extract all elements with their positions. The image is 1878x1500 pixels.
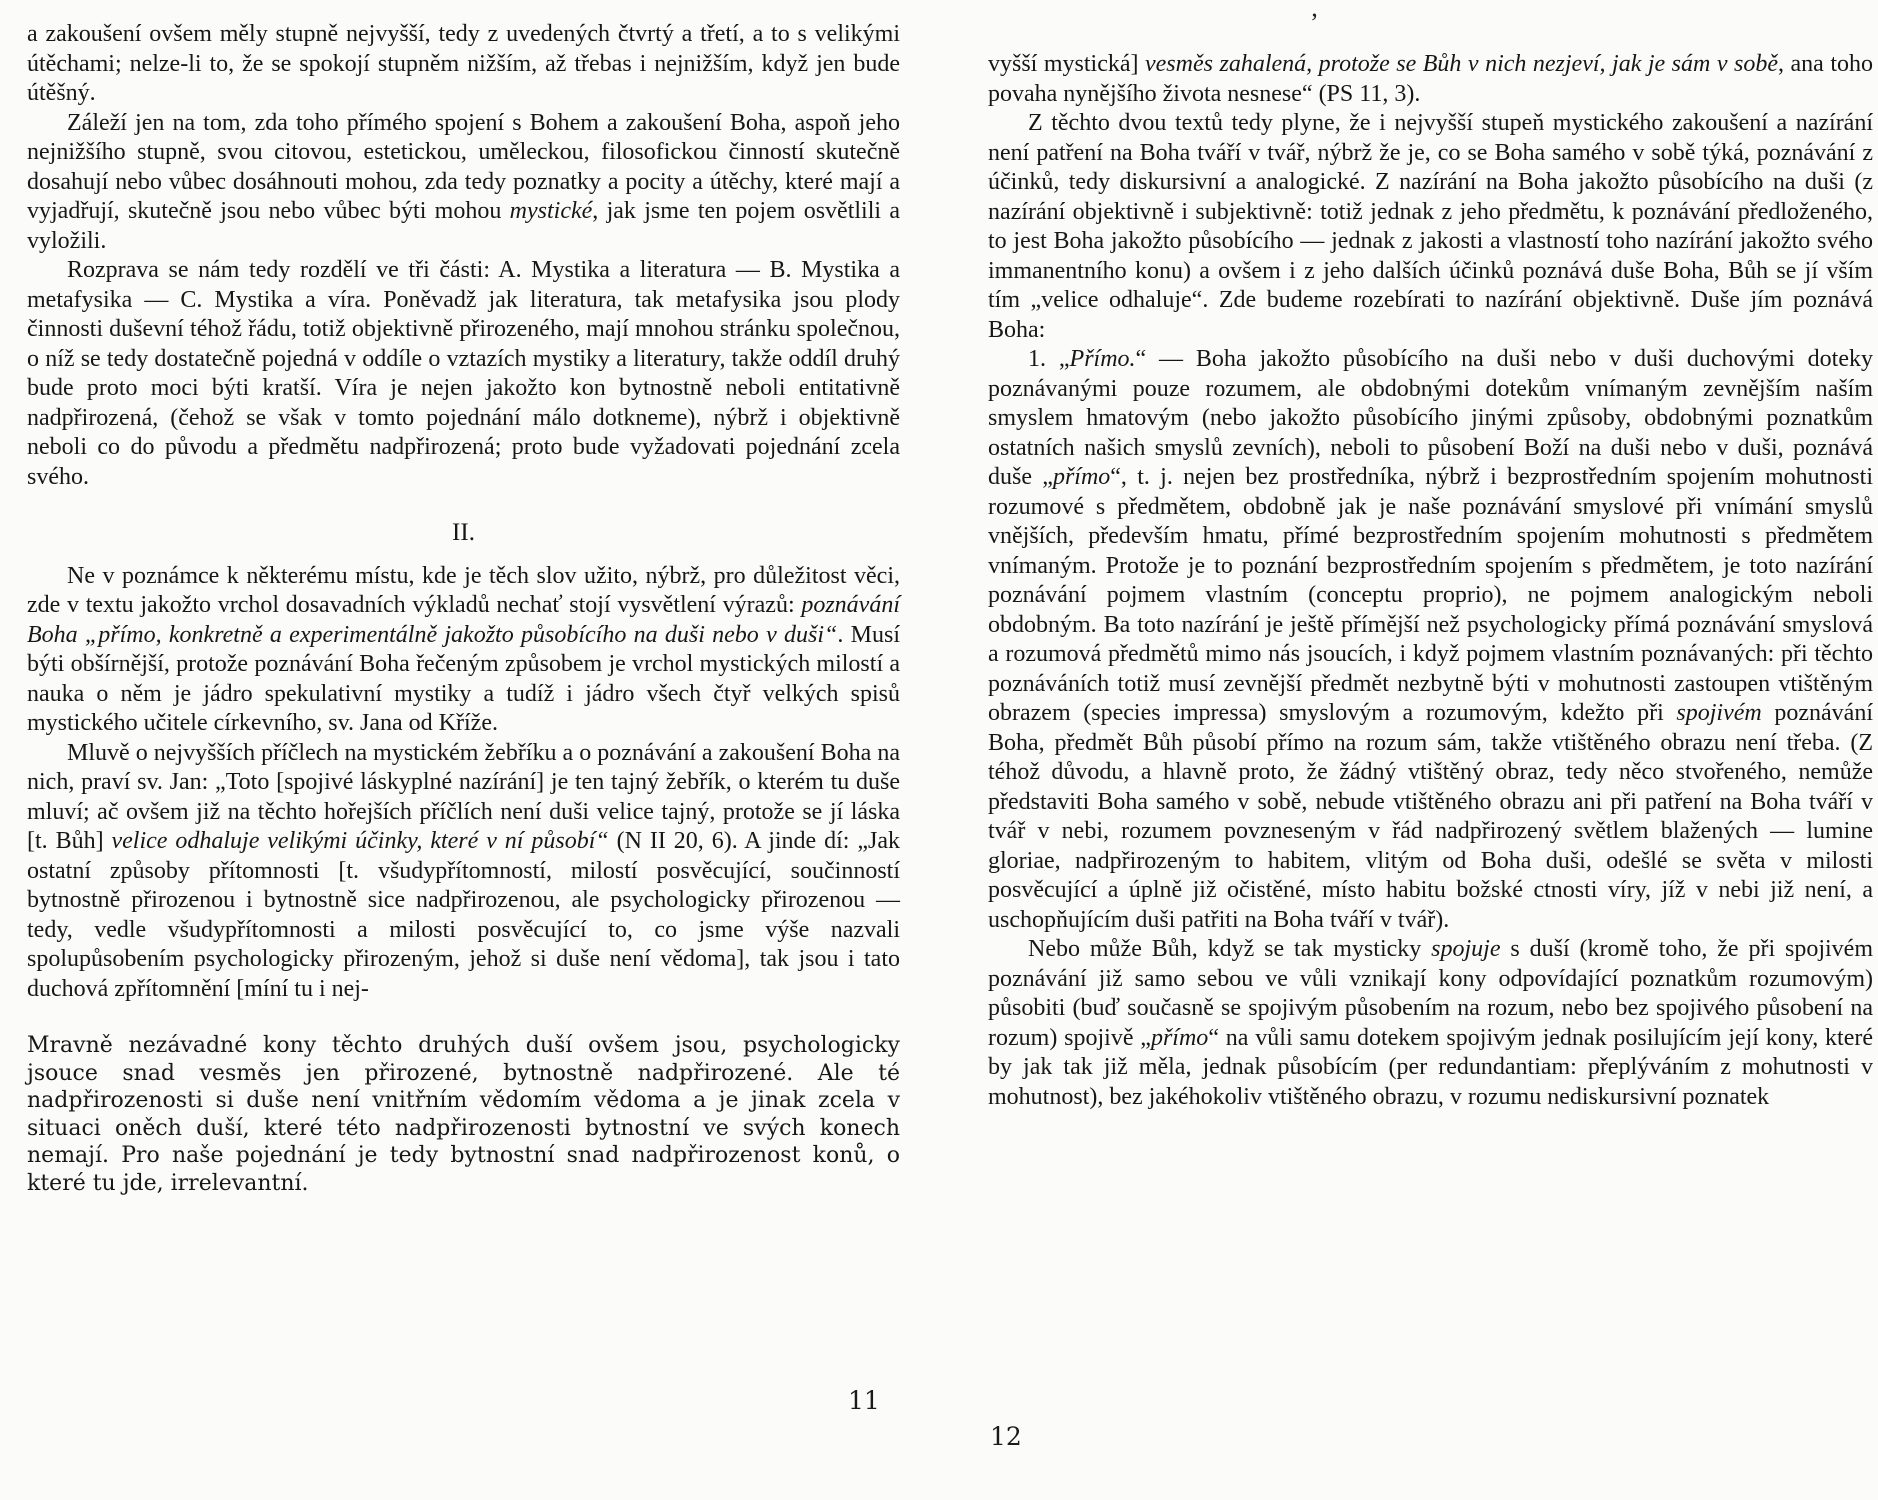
italic-text-segment: poznávání Boha „přímo, konkretně a experimentálně jakožto působícího na duši nebo v duši“ xyxy=(27,592,900,648)
italic-text-segment: velice odhaluje velikými účinky, které v ní působí“ xyxy=(111,828,609,854)
body-paragraph xyxy=(988,345,1873,935)
body-paragraph xyxy=(988,50,1873,109)
text-segment: Ne v poznámce k některému místu, kde je těch slov užito, nýbrž, pro důležitost věci, zde v textu jakožto vrchol dosavadních výkladů nechať stojí vysvětlení výrazů: xyxy=(27,562,900,618)
body-paragraph xyxy=(27,562,900,739)
text-segment: Záleží jen na tom, zda toho přímého spojení s Bohem a zakoušení Boha, aspoň jeho nejnižšího stupně, svou citovou, estetickou, uměleckou, filosofickou činností skutečně dosahují nebo vůbec dosáhnouti mohou, zda tedy poznatky a pocity a útěchy, které mají a vyjadřují, skutečně jsou nebo vůbec býti mohou xyxy=(27,109,900,224)
text-segment: . Musí býti obšírnější, protože poznávání Boha řečeným způsobem je vrchol mystických milostí a nauka o něm je jádro spekulativní mystiky a tudíž i jádro všech čtyř velkých spisů mystického učitele církevního, sv. Jana od Kříže. xyxy=(27,621,900,736)
scan-artifact-mark: ’ xyxy=(1310,8,1319,37)
italic-text-segment: spojuje xyxy=(1431,936,1501,962)
body-paragraph xyxy=(988,109,1873,345)
italic-text-segment: mystické xyxy=(509,198,593,224)
text-segment: , ana toho povaha nynějšího života nesnese“ (PS 11, 3). xyxy=(988,51,1873,107)
body-paragraph xyxy=(988,935,1873,1112)
text-segment: Nebo může Bůh, když se tak mysticky xyxy=(1028,936,1432,962)
italic-text-segment: spojivém xyxy=(1676,700,1762,726)
text-segment: vyšší mystická] xyxy=(988,51,1145,77)
book-page-left xyxy=(27,20,900,1197)
body-paragraph xyxy=(27,256,900,492)
book-page-right xyxy=(988,50,1873,1112)
section-heading: II. xyxy=(452,519,475,546)
text-segment: , jak jsme ten pojem osvětlili a vyložili. xyxy=(27,198,900,254)
page-number-right: 12 xyxy=(990,1422,1022,1451)
text-segment: s duší (kromě toho, že při spojivém poznávání již samo sebou ve vůli vznikají kony odpovídající poznatkům rozumovým) působiti (buď současně se spojivým působením na rozum, nebo bez spojivého působení na rozum) spojivě „ xyxy=(988,936,1873,1051)
text-segment: Mravně nezávadné kony těchto druhých duší ovšem jsou, psychologicky jsouce snad vesměs jen přirozené, bytnostně nadpřirozené. Ale té nadpřirozenosti si duše není vnitřním vědomím vědoma a je jinak zcela v situaci oněch duší, které této nadpřirozenosti bytnostní ve svých konech nemají. Pro naše pojednání je tedy bytnostní snad nadpřirozenost konů, o které tu jde, irrelevantní. xyxy=(27,1033,900,1196)
italic-text-segment: přímo xyxy=(1150,1024,1209,1051)
text-segment: “, t. j. nejen bez prostředníka, nýbrž i bezprostředním spojením mohutnosti rozumové s předmětem, obdobně jak je naše poznávání smyslové při vnímání smyslů vnějších, především hmatu, přímé bezprostředním spojením mohutnosti s předmětem vnímaným. Protože je to poznání bezprostředním spojením s předmětem, je toto nazírání poznávání pojmem vlastním (conceptu proprio), ne pojmem analogickým neboli obdobným. Ba toto nazírání je ještě přímější než psychologicky přímá poznávání smyslová a rozumová předmětů mimo nás jsoucích, i když pojmem vlastním poznávaných: při těchto poznáváních totiž musí zevnější předmět nezbytně býti v mohutnosti zastoupen vtištěným obrazem (species impressa) smyslovým a rozumovým, kdežto při xyxy=(988,464,1873,726)
italic-text-segment: vesměs zahalená, protože se Bůh v nich nezjeví, jak je sám v sobě xyxy=(1145,51,1778,77)
text-segment: a zakoušení ovšem měly stupně nejvyšší, tedy z uvedených čtvrtý a třetí, a to s velikými útěchami; nelze-li to, že se spokojí stupněm nižším, až třebas i nejnižším, když jen bude útěšný. xyxy=(27,21,900,106)
body-paragraph xyxy=(27,109,900,257)
footnote-paragraph xyxy=(27,1032,900,1197)
text-segment: Rozprava se nám tedy rozdělí ve tři části: A. Mystika a literatura — B. Mystika a metafysika — C. Mystika a víra. Poněvadž jak literatura, tak metafysika jsou plody činnosti duševní téhož řádu, totiž objektivně přirozeného, mají mnohou stránku společnou, o níž se tedy dostatečně pojedná v oddíle o vztazích mystiky a literatury, takže oddíl druhý bude proto moci býti kratší. Víra je nejen jakožto kon bytnostně neboli entitativně nadpřirozená, (čehož se však v tomto pojednání málo dotkneme), nýbrž i objektivně neboli co do původu a předmětu nadpřirozená; proto bude vyžadovati pojednání zcela svého. xyxy=(27,257,900,490)
text-segment: “ na vůli samu dotekem spojivým jednak posilujícím její kony, které by jak tak již měla, jednak působícím (per redundantiam: přeplýváním z mohutnosti v mohutnost), bez jakéhokoliv vtištěného obrazu, v rozumu nediskursivní poznatek xyxy=(988,1024,1873,1110)
italic-text-segment: Přímo. xyxy=(1069,346,1136,372)
body-paragraph xyxy=(27,20,900,109)
italic-text-segment: přímo xyxy=(1052,464,1111,490)
text-segment: poznávání Boha, předmět Bůh působí přímo na rozum sám, takže vtištěného obrazu není třeba. (Z téhož důvodu, a hlavně proto, že žádný vtištěný obraz, tedy něco stvořeného, nemůže představiti Boha samého v sobě, nebude vtištěného obrazu ani při patření na Boha tváří v tvář v nebi, rozumem povzneseným v řád nadpřirozený světlem blažených — lumine gloriae, nadpřirozeným to habitem, vlitým od Boha duši, odešlé se světa v milosti posvěcující a úplně již očistěné, místo habitu božské ctnosti víry, jíž v nebi již není, a uschopňujícím duši patřiti na Boha tváří v tvář). xyxy=(988,700,1873,933)
page-number-left: 11 xyxy=(848,1386,880,1415)
text-segment: (N II 20, 6). A jinde dí: „Jak ostatní způsoby přítomnosti [t. všudypřítomností, milostí posvěcující, součinností bytnostně přirozenou i bytnostně sice nadpřirozenou, ale psychologicky přirozenou — tedy, vedle všudypřítomnosti a milosti posvěcující to, co jsme výše nazvali spolupůsobením psychologicky přirozeným, jehož si duše není vědoma], tak jsou i tato duchová zpřítomnění [míní tu i nej- xyxy=(27,828,901,1002)
body-paragraph xyxy=(27,739,900,1005)
text-segment: Mluvě o nejvyšších příčlech na mystickém žebříku a o poznávání a zakoušení Boha na nich, praví sv. Jan: „Toto [spojivé láskyplné nazírání] je ten tajný žebřík, o kterém tu duše mluví; ač ovšem již na těchto hořejších příčlích není duši velice tajný, protože se jí láska [t. Bůh] xyxy=(27,739,900,854)
text-segment: “ — Boha jakožto působícího na duši nebo v duši duchovými doteky poznávanými pouze rozumem, ale obdobnými dotekům vnímaným zevnějším naším smyslem hmatovým (nebo jakožto působícího jinými způsoby, obdobnými poznatkům ostatních našich smyslů zevních), neboli to působení Boží na duši nebo v duši, poznává duše „ xyxy=(988,346,1873,490)
text-segment: 1. „ xyxy=(1028,346,1070,372)
text-segment: Z těchto dvou textů tedy plyne, že i nejvyšší stupeň mystického zakoušení a nazírání není patření na Boha tváří v tvář, nýbrž že je, co se Boha samého v sobě týká, poznávání z účinků, tedy diskursivní a analogické. Z nazírání na Boha jakožto působícího na duši (z nazírání objektivně i subjektivně: totiž jednak z jeho předmětu, k poznávání předloženého, to jest Boha jakožto působícího — jednak z jakosti a vlastností toho nazírání jakožto svého immanentního konu) a ovšem i z jeho dalších účinků poznává duše Boha, Bůh se jí vším tím „velice odhaluje“. Zde budeme rozebírati to nazírání objektivně. Duše jím poznává Boha: xyxy=(988,110,1873,343)
